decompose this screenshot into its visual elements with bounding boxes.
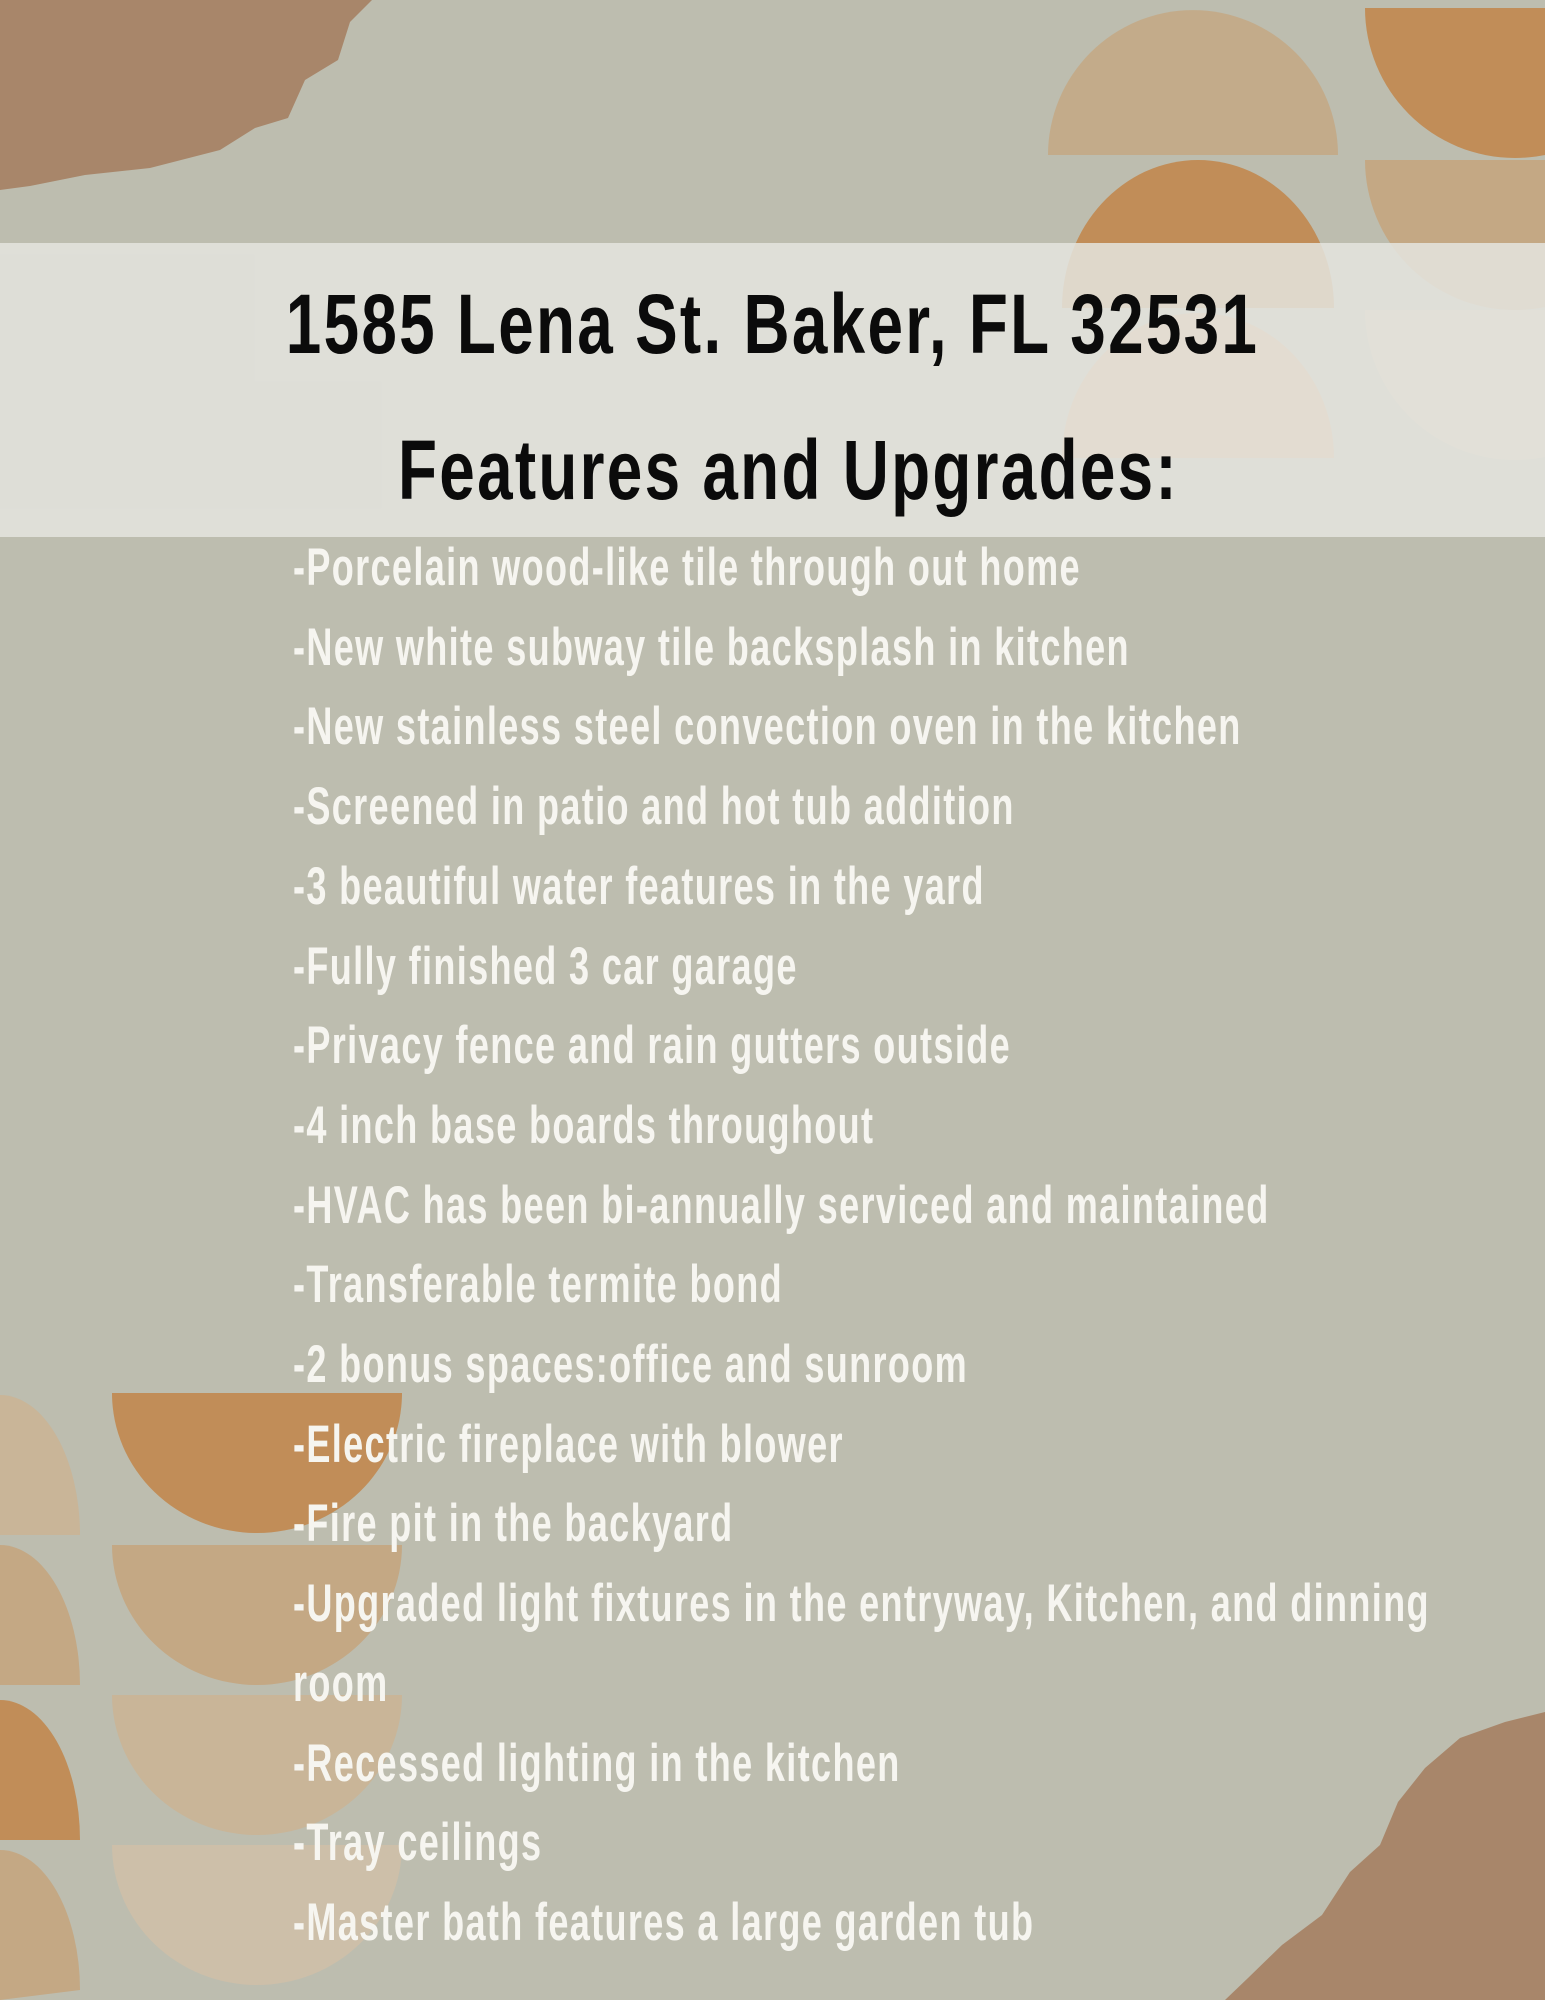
feature-item: -3 beautiful water features in the yard [293,856,985,916]
feature-item: -Transferable termite bond [293,1255,783,1315]
half-circle-shape [1365,8,1545,158]
feature-item-continuation: room [293,1653,389,1713]
feature-item: -4 inch base boards throughout [293,1095,875,1155]
feature-item: -Porcelain wood-like tile through out home [293,538,1081,597]
feature-item: -Recessed lighting in the kitchen [293,1733,901,1793]
half-circle-shape [0,1700,80,1840]
half-circle-shape [0,1395,80,1535]
feature-item: -Tray ceilings [293,1813,543,1873]
feature-item: -2 bonus spaces:office and sunroom [293,1335,969,1395]
feature-item: -HVAC has been bi-annually serviced and maintained [293,1175,1270,1235]
feature-item: -Upgraded light fixtures in the entryway, Kitchen, and dinning [293,1574,1430,1634]
feature-item: -Fully finished 3 car garage [293,936,798,996]
property-address: 1585 Lena St. Baker, FL 32531 [285,277,1260,371]
features-list [293,528,1543,1963]
feature-item: -New stainless steel convection oven in the kitchen [293,697,1242,757]
feature-item: -Screened in patio and hot tub addition [293,777,1015,837]
feature-item: -Master bath features a large garden tub [293,1892,1035,1952]
feature-item: -Privacy fence and rain gutters outside [293,1016,1011,1076]
features-heading: Features and Upgrades: [398,423,1179,517]
half-circle-shape [0,1545,80,1685]
feature-item: -Fire pit in the backyard [293,1494,734,1554]
feature-item: -New white subway tile backsplash in kitchen [293,617,1130,677]
half-circle-shape [0,1850,80,2000]
torn-paper-top-left [0,0,372,190]
feature-item: -Electric fireplace with blower [293,1414,844,1474]
half-circle-shape [1048,10,1338,155]
